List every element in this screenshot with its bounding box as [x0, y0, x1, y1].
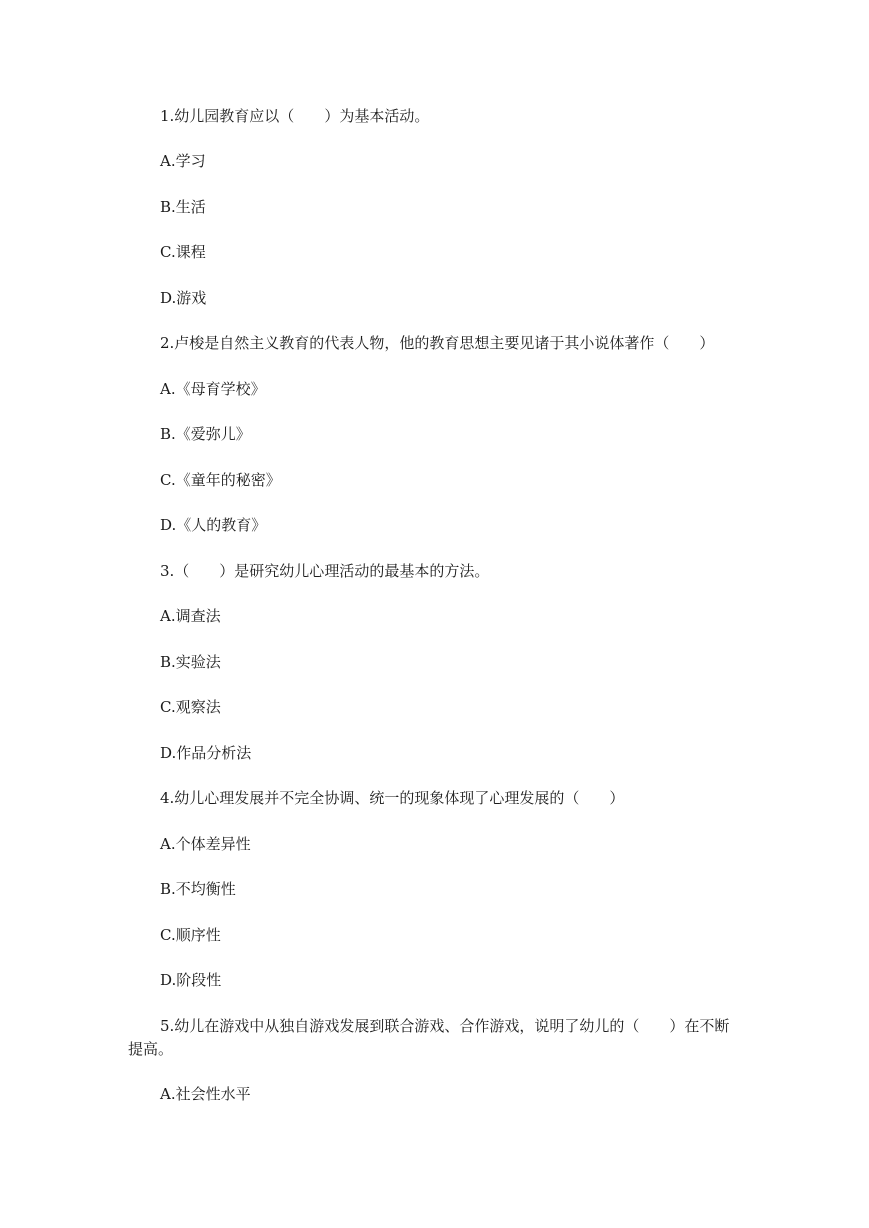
question-3-option-d: D.作品分析法 — [160, 744, 252, 762]
question-2-option-c: C.《童年的秘密》 — [160, 471, 281, 489]
question-1-stem: 1.幼儿园教育应以（ ）为基本活动。 — [160, 107, 430, 125]
question-3-option-a: A.调查法 — [160, 607, 221, 625]
question-5-stem-continued: 提高。 — [128, 1040, 174, 1058]
question-4-option-a: A.个体差异性 — [160, 835, 251, 853]
question-3-option-b: B.实验法 — [160, 653, 221, 671]
question-4-stem: 4.幼儿心理发展并不完全协调、统一的现象体现了心理发展的（ ） — [160, 789, 625, 807]
question-1-option-c: C.课程 — [160, 243, 206, 261]
question-1-option-b: B.生活 — [160, 198, 206, 216]
question-1-option-d: D.游戏 — [160, 289, 207, 307]
question-2-option-a: A.《母育学校》 — [160, 380, 266, 398]
question-2-option-d: D.《人的教育》 — [160, 516, 267, 534]
question-4-option-b: B.不均衡性 — [160, 880, 236, 898]
question-3-option-c: C.观察法 — [160, 698, 221, 716]
question-5-option-a: A.社会性水平 — [160, 1085, 251, 1103]
question-4-option-c: C.顺序性 — [160, 926, 221, 944]
question-5-stem: 5.幼儿在游戏中从独自游戏发展到联合游戏、合作游戏，说明了幼儿的（ ）在不断 — [160, 1017, 730, 1035]
question-1-option-a: A.学习 — [160, 152, 206, 170]
question-2-stem: 2.卢梭是自然主义教育的代表人物，他的教育思想主要见诸于其小说体著作（ ） — [160, 334, 715, 352]
question-3-stem: 3.（ ）是研究幼儿心理活动的最基本的方法。 — [160, 562, 490, 580]
question-4-option-d: D.阶段性 — [160, 971, 222, 989]
question-2-option-b: B.《爱弥儿》 — [160, 425, 251, 443]
